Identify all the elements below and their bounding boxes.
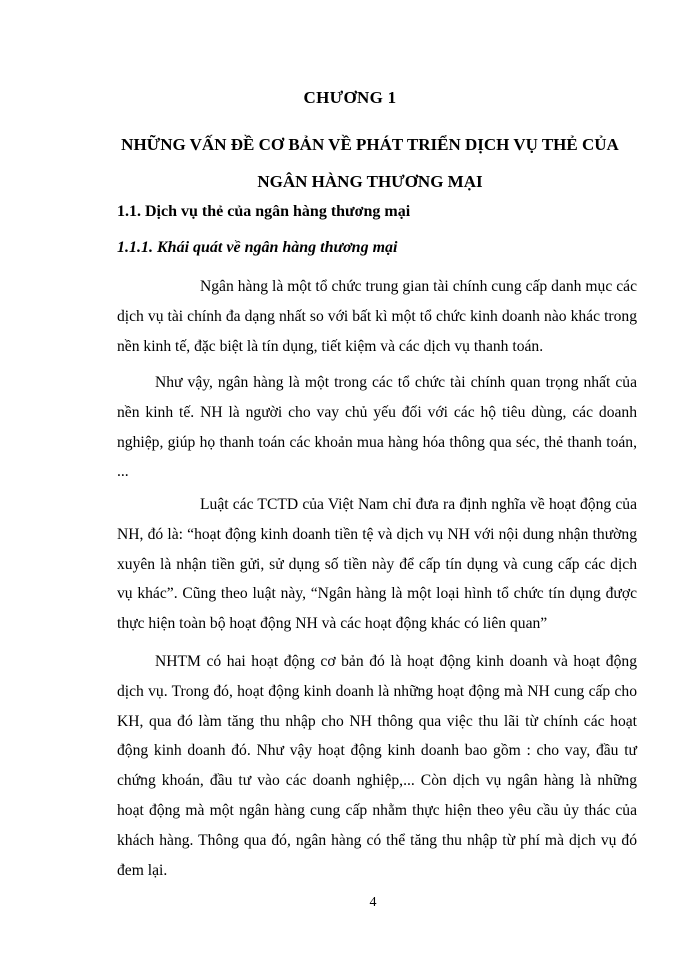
paragraph: Luật các TCTD của Việt Nam chỉ đưa ra định nghĩa về hoạt động của NH, đó là: “hoạt động kinh doanh tiền tệ và dịch vụ NH với nội dung nhận thường xuyên là nhận tiền gửi, sử dụng số tiền này để cấp tín dụng và cung cấp các dịch vụ khác”. Cũng theo luật này, “Ngân hàng là một loại hình tổ chức tín dụng được thực hiện toàn bộ hoạt động NH và các hoạt động khác có liên quan” <box>117 496 637 633</box>
subsection-heading: 1.1.1. Khái quát về ngân hàng thương mại <box>117 239 398 256</box>
section-heading: 1.1. Dịch vụ thẻ của ngân hàng thương mại <box>117 203 411 220</box>
chapter-label: CHƯƠNG 1 <box>303 88 397 107</box>
paragraph: Ngân hàng là một tổ chức trung gian tài chính cung cấp danh mục các dịch vụ tài chính đa dạng nhất so với bất kì một tổ chức kinh doanh nào khác trong nền kinh tế, đặc biệt là tín dụng, tiết kiệm và các dịch vụ thanh toán. <box>117 278 637 355</box>
page-number: 4 <box>369 895 377 910</box>
paragraph: Như vậy, ngân hàng là một trong các tổ chức tài chính quan trọng nhất của nền kinh tế. NH là người cho vay chủ yếu đối với các hộ tiêu dùng, các doanh nghiệp, giúp họ thanh toán các khoản mua hàng hóa thông qua séc, thẻ thanh toán, ... <box>117 374 637 481</box>
paragraph: NHTM có hai hoạt động cơ bản đó là hoạt động kinh doanh và hoạt động dịch vụ. Trong đó, hoạt động kinh doanh là những hoạt động mà NH cung cấp cho KH, qua đó làm tăng thu nhập cho NH thông qua việc thu lãi từ chính các hoạt động kinh doanh đó. Như vậy hoạt động kinh doanh bao gồm : cho vay, đầu tư chứng khoán, đầu tư vào các doanh nghiệp,... Còn dịch vụ ngân hàng là những hoạt động mà một ngân hàng cung cấp nhằm thực hiện theo yêu cầu ủy thác của khách hàng. Thông qua đó, ngân hàng có thể tăng thu nhập từ phí mà dịch vụ đó đem lại. <box>117 653 637 879</box>
chapter-title: NHỮNG VẤN ĐỀ CƠ BẢN VỀ PHÁT TRIỂN DỊCH VỤ THẺ CỦA NGÂN HÀNG THƯƠNG MẠI <box>121 135 619 191</box>
